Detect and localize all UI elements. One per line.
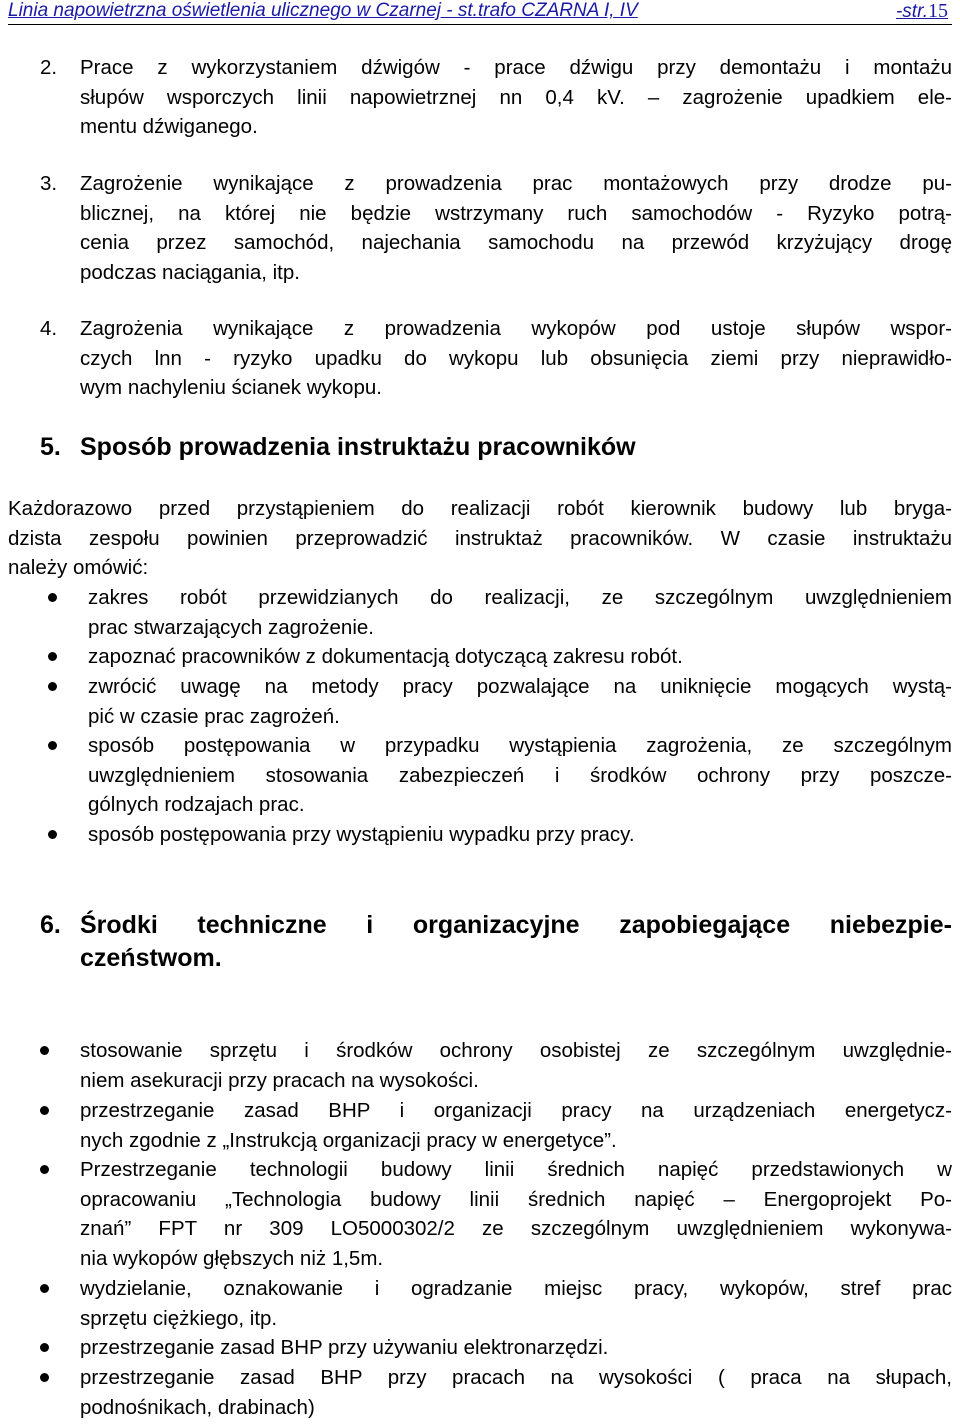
intro-line: dzista zespołu powinien przeprowadzić instruktaż pracowników. W czasie instruktażu xyxy=(8,526,952,550)
section-title-line: Środki techniczne i organizacyjne zapobiegające niebezpie- xyxy=(80,911,952,939)
bullet-line: Przestrzeganie technologii budowy linii średnich napięć przedstawionych w xyxy=(80,1158,952,1181)
bullet-dot xyxy=(48,741,57,750)
bullet-line: przestrzeganie zasad BHP i organizacji pracy na urządzeniach energetycz- xyxy=(80,1099,952,1122)
section-title-line: czeństwom. xyxy=(80,944,222,972)
bullet-dot xyxy=(40,1165,49,1174)
bullet-line: znań” FPT nr 309 LO5000302/2 ze szczególnym uwzględnieniem wykonywa- xyxy=(80,1217,952,1240)
bullet-dot xyxy=(48,830,57,839)
section-5-intro xyxy=(8,494,952,583)
item-line: mentu dźwiganego. xyxy=(80,115,258,138)
page-header xyxy=(8,0,952,25)
section-6-heading xyxy=(40,909,952,972)
bullet-line: wydzielanie, oznakowanie i ogradzanie miejsc pracy, wykopów, stref prac xyxy=(80,1277,952,1300)
bullet-item xyxy=(80,1096,952,1155)
item-line: blicznej, na której nie będzie wstrzymany ruch samochodów - Ryzyko potrą- xyxy=(80,201,952,225)
bullet-line: przestrzeganie zasad BHP przy używaniu elektronarzędzi. xyxy=(80,1336,609,1359)
bullet-line: uwzględnieniem stosowania zabezpieczeń i środków ochrony przy poszcze- xyxy=(88,763,952,787)
bullet-line: gólnych rodzajach prac. xyxy=(88,793,305,816)
bullet-item xyxy=(80,1363,952,1422)
bullet-item xyxy=(80,1333,952,1363)
bullet-item xyxy=(88,642,952,672)
bullet-line: sprzętu ciężkiego, itp. xyxy=(80,1306,278,1330)
bullet-item xyxy=(80,1155,952,1273)
section-5-heading xyxy=(40,431,952,464)
section-title: Sposób prowadzenia instruktażu pracowników xyxy=(80,433,636,461)
bullet-line: zakres robót przewidzianych do realizacji, ze szczególnym uwzględnieniem xyxy=(88,586,952,609)
bullet-dot xyxy=(40,1343,49,1352)
bullet-item xyxy=(80,1274,952,1333)
bullet-dot xyxy=(48,652,57,661)
bullet-line: pić w czasie prac zagrożeń. xyxy=(88,704,340,728)
item-line: Prace z wykorzystaniem dźwigów - prace dźwigu przy demontażu i montażu xyxy=(80,56,952,79)
bullet-line: sposób postępowania przy wystąpieniu wypadku przy pracy. xyxy=(88,823,635,846)
bullet-line: zapoznać pracowników z dokumentacją dotyczącą zakresu robót. xyxy=(88,645,683,668)
header-page-number xyxy=(896,0,948,23)
item-line: podczas naciągania, itp. xyxy=(80,260,300,284)
bullet-dot xyxy=(40,1046,49,1055)
item-number: 4. xyxy=(40,317,58,340)
bullet-dot xyxy=(40,1284,49,1293)
bullet-dot xyxy=(48,682,57,691)
item-line: Zagrożenia wynikające z prowadzenia wykopów pod ustoje słupów wspor- xyxy=(80,317,952,340)
bullet-line: stosowanie sprzętu i środków ochrony osobistej ze szczególnym uwzględnie- xyxy=(80,1039,952,1062)
item-line: cenia przez samochód, najechania samochodu na przewód krzyżujący drogę xyxy=(80,231,952,254)
bullet-item xyxy=(80,1036,952,1095)
bullet-line: sposób postępowania w przypadku wystąpienia zagrożenia, ze szczególnym xyxy=(88,734,952,757)
section-number: 5. xyxy=(40,433,61,461)
bullet-line: zwrócić uwagę na metody pracy pozwalające na uniknięcie mogących wystą- xyxy=(88,675,952,698)
bullet-line: opracowaniu „Technologia budowy linii średnich napięć – Energoprojekt Po- xyxy=(80,1187,952,1211)
bullet-item xyxy=(88,820,952,850)
bullet-line: niem asekuracji przy pracach na wysokości. xyxy=(80,1068,479,1092)
bullet-dot xyxy=(40,1373,49,1382)
bullet-dot xyxy=(40,1106,49,1115)
intro-line: należy omówić: xyxy=(8,556,149,579)
item-line: słupów wsporczych linii napowietrznej nn 0,4 kV. – zagrożenie upadkiem ele- xyxy=(80,85,952,109)
item-number: 3. xyxy=(40,172,58,195)
bullet-line: nych zgodnie z „Instrukcją organizacji pracy w energetyce”. xyxy=(80,1128,617,1152)
bullet-item xyxy=(88,672,952,731)
section-number: 6. xyxy=(40,911,61,939)
bullet-item xyxy=(88,731,952,820)
page-prefix: -str. xyxy=(895,1,928,22)
intro-line: Każdorazowo przed przystąpieniem do realizacji robót kierownik budowy lub bryga- xyxy=(8,497,952,520)
header-title: Linia napowietrzna oświetlenia ulicznego w Czarnej - st.trafo CZARNA I, IV xyxy=(8,0,638,21)
item-line: czych lnn - ryzyko upadku do wykopu lub obsunięcia ziemi przy nieprawidło- xyxy=(80,346,952,370)
item-number: 2. xyxy=(40,56,58,79)
item-line: wym nachyleniu ścianek wykopu. xyxy=(80,376,382,399)
bullet-item xyxy=(88,583,952,642)
bullet-line: podnośnikach, drabinach) xyxy=(80,1395,315,1419)
page-number: 15 xyxy=(928,0,948,22)
bullet-line: przestrzeganie zasad BHP przy pracach na wysokości ( praca na słupach, xyxy=(80,1366,952,1389)
bullet-dot xyxy=(48,593,57,602)
bullet-line: prac stwarzających zagrożenie. xyxy=(88,615,374,639)
item-line: Zagrożenie wynikające z prowadzenia prac montażowych przy drodze pu- xyxy=(80,172,952,195)
bullet-line: nia wykopów głębszych niż 1,5m. xyxy=(80,1246,384,1270)
